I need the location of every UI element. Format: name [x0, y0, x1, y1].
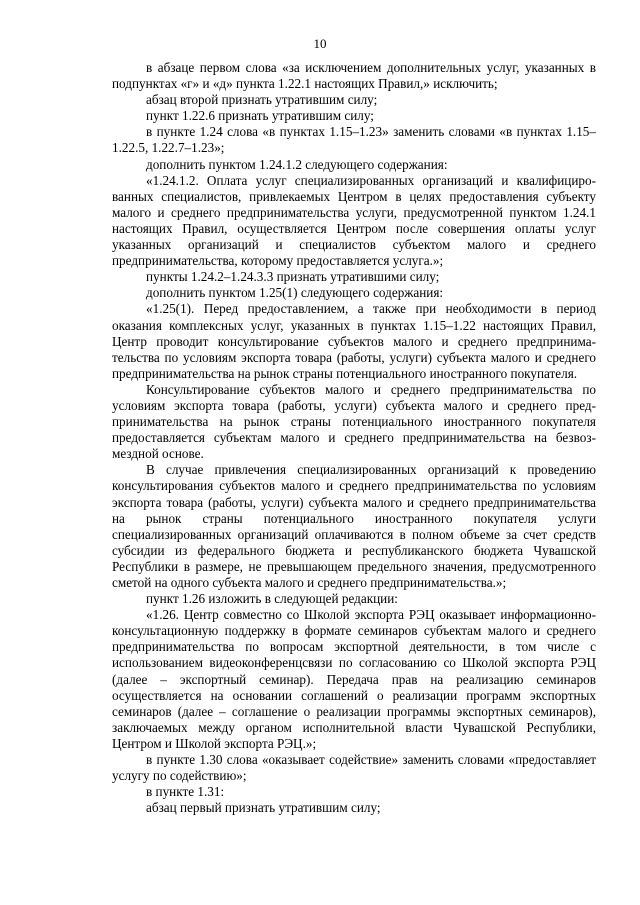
paragraph-16: абзац первый признать утратившим силу; — [146, 800, 381, 816]
paragraph-10: Консультирование субъектов малого и среднего предпринимательства по условиям экспорта товара (работы, услуги) субъекта малого и среднего предпринимательства на рынок страны потенциального иностранного покупателя предоставляется субъектам малого и среднего предпринимательства на безвозмездной основе. — [112, 381, 596, 462]
paragraph-4: в пункте 1.24 слова «в пунктах 1.15–1.23» заменить словами «в пунктах 1.15–1.22.5, 1.22.7–1.23»; — [112, 124, 596, 156]
paragraph-11: В случае привлечения специализированных организаций к проведению консультирования субъектов малого и среднего предпринимательства по условиям экспорта товара (работы, услуги) субъекта малого и среднего предпринимательства на рынок страны потенциального иностранного покупателя услуги специализированных организаций оплачиваются в полном объеме за счет средств субсидии из федерального бюджета и республиканского бюджета Чувашской Республики в размере, не превышающем предельного значения, предусмотренного сметой на одного субъекта малого и среднего предпринимательства.»; — [112, 462, 596, 590]
paragraph-7: пункты 1.24.2–1.24.3.3 признать утратившими силу; — [146, 269, 440, 285]
paragraph-14: в пункте 1.30 слова «оказывает содействие» заменить словами «предоставляет услугу по содействию»; — [112, 752, 596, 784]
paragraph-12: пункт 1.26 изложить в следующей редакции: — [146, 591, 398, 607]
paragraph-9: «1.25(1). Перед предоставлением, а также при необходимости в период оказания комплексных услуг, указанных в пунктах 1.15–1.22 настоящих Правил, Центр проводит консультирование субъектов малого и среднего предпринимательства по условиям экспорта товара (работы, услуги) субъекта малого и среднего предпринимательства на рынок страны потенциального иностранного покупателя. — [112, 301, 596, 381]
paragraph-1: в абзаце первом слова «за исключением дополнительных услуг, указанных в подпунктах «г» и «д» пункта 1.22.1 настоящих Правил,» исключить; — [112, 60, 596, 92]
document-body — [112, 60, 596, 816]
paragraph-6: «1.24.1.2. Оплата услуг специализированных организаций и квалифицированных специалистов, привлекаемых Центром в целях предоставления субъекту малого и среднего предпринимательства услуги, предусмотренной пунктом 1.24.1 настоящих Правил, осуществляется Центром после совершения оплаты услуг указанных организаций и специалистов субъектом малого и среднего предпринимательства, которому предоставляется услуга.»; — [112, 172, 596, 269]
paragraph-13: «1.26. Центр совместно со Школой экспорта РЭЦ оказывает информационно-консультационную поддержку в формате семинаров субъектам малого и среднего предпринимательства по вопросам экспортной деятельности, в том числе с использованием видеоконференцсвязи по согласованию со Школой экспорта РЭЦ (далее – экспортный семинар). Передача прав на реализацию семинаров осуществляется на основании соглашений о реализации программ экспортных семинаров (далее – соглашение о реализации программы экспортных семинаров), заключаемых между органом исполнительной власти Чувашской Республики, Центром и Школой экспорта РЭЦ.»; — [112, 607, 596, 751]
paragraph-3: пункт 1.22.6 признать утратившим силу; — [146, 108, 374, 124]
page-number: 10 — [313, 36, 327, 51]
paragraph-8: дополнить пунктом 1.25(1) следующего содержания: — [146, 285, 444, 301]
paragraph-5: дополнить пунктом 1.24.1.2 следующего содержания: — [146, 156, 448, 172]
paragraph-15: в пункте 1.31: — [146, 784, 225, 800]
paragraph-2: абзац второй признать утратившим силу; — [146, 92, 378, 108]
